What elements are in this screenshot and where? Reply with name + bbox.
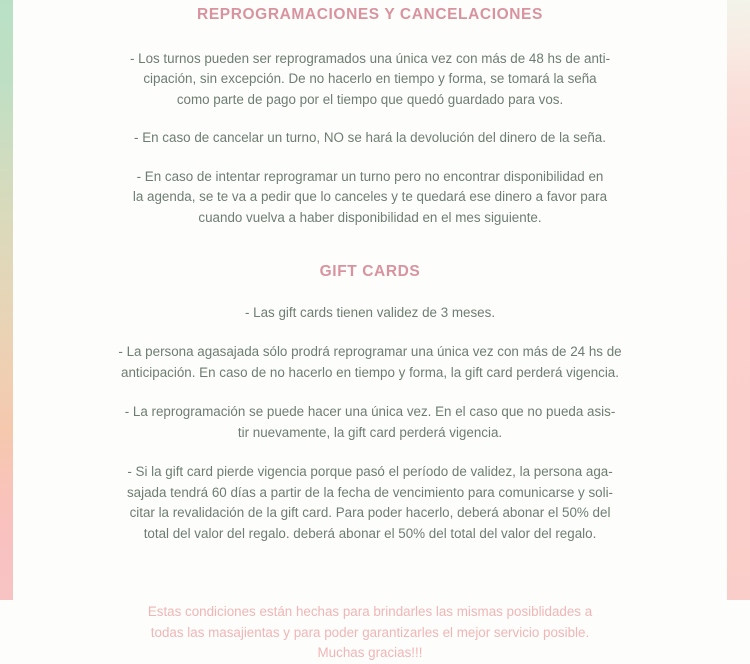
section-heading-gift-cards: GIFT CARDS: [319, 263, 421, 281]
paragraph-gift-card-revalidacion: [92, 462, 648, 544]
section-heading-reprogramaciones: REPROGRAMACIONES Y CANCELACIONES: [197, 6, 543, 23]
text-line: citar la revalidación de la gift card. Para poder hacerlo, deberá abonar el 50% del: [129, 505, 611, 521]
text-line: tir nuevamente, la gift card perderá vigencia.: [237, 424, 503, 440]
text-line: todas las masajientas y para poder garantizarles el mejor servicio posible.: [150, 624, 590, 640]
text-line: cuando vuelva a haber disponibilidad en el mes siguiente.: [198, 209, 542, 225]
text-line: Muchas gracias!!!: [317, 645, 423, 661]
text-line: - Si la gift card pierde vigencia porque pasó el período de validez, la persona aga-: [127, 464, 613, 480]
text-line: la agenda, se te va a pedir que lo canceles y te quedará ese dinero a favor para: [132, 189, 608, 205]
text-line: - Los turnos pueden ser reprogramados una única vez con más de 48 hs de anti-: [129, 50, 611, 66]
text-line: total del valor del regalo. deberá abonar el 50% del total del valor del regalo.: [143, 525, 597, 541]
text-line: - Las gift cards tienen validez de 3 meses.: [244, 304, 496, 320]
text-line: como parte de pago por el tiempo que quedó guardado para vos.: [176, 91, 564, 107]
paragraph-sin-disponibilidad: [92, 167, 648, 229]
text-line: anticipación. En caso de no hacerlo en tiempo y forma, la gift card perderá vigencia.: [121, 364, 619, 380]
text-line: - En caso de cancelar un turno, NO se hará la devolución del dinero de la seña.: [134, 130, 606, 146]
text-line: - La persona agasajada sólo prodrá reprogramar una única vez con más de 24 hs de: [118, 344, 622, 360]
paragraph-reprogramacion-plazo: [92, 49, 648, 111]
closing-message: [92, 602, 648, 664]
text-line: Estas condiciones están hechas para brindarles las mismas posiblidades a: [147, 604, 593, 620]
paragraph-cancelacion-sin-devolucion: [92, 128, 648, 149]
text-line: - La reprogramación se puede hacer una única vez. En el caso que no pueda asis-: [124, 404, 616, 420]
paragraph-gift-card-validez: [92, 303, 648, 324]
text-line: - En caso de intentar reprogramar un turno pero no encontrar disponibilidad en: [136, 168, 604, 184]
text-line: cipación, sin excepción. De no hacerlo en tiempo y forma, se tomará la seña: [143, 71, 597, 87]
decorative-gradient-strip-right: [727, 0, 750, 600]
paragraph-gift-card-reprogramacion-plazo: [92, 342, 648, 383]
text-line: sajada tendrá 60 días a partir de la fecha de vencimiento para comunicarse y soli-: [126, 484, 614, 500]
slide-content: [13, 0, 727, 661]
decorative-gradient-strip-left: [0, 0, 13, 600]
paragraph-gift-card-unica-reprogramacion: [92, 402, 648, 443]
